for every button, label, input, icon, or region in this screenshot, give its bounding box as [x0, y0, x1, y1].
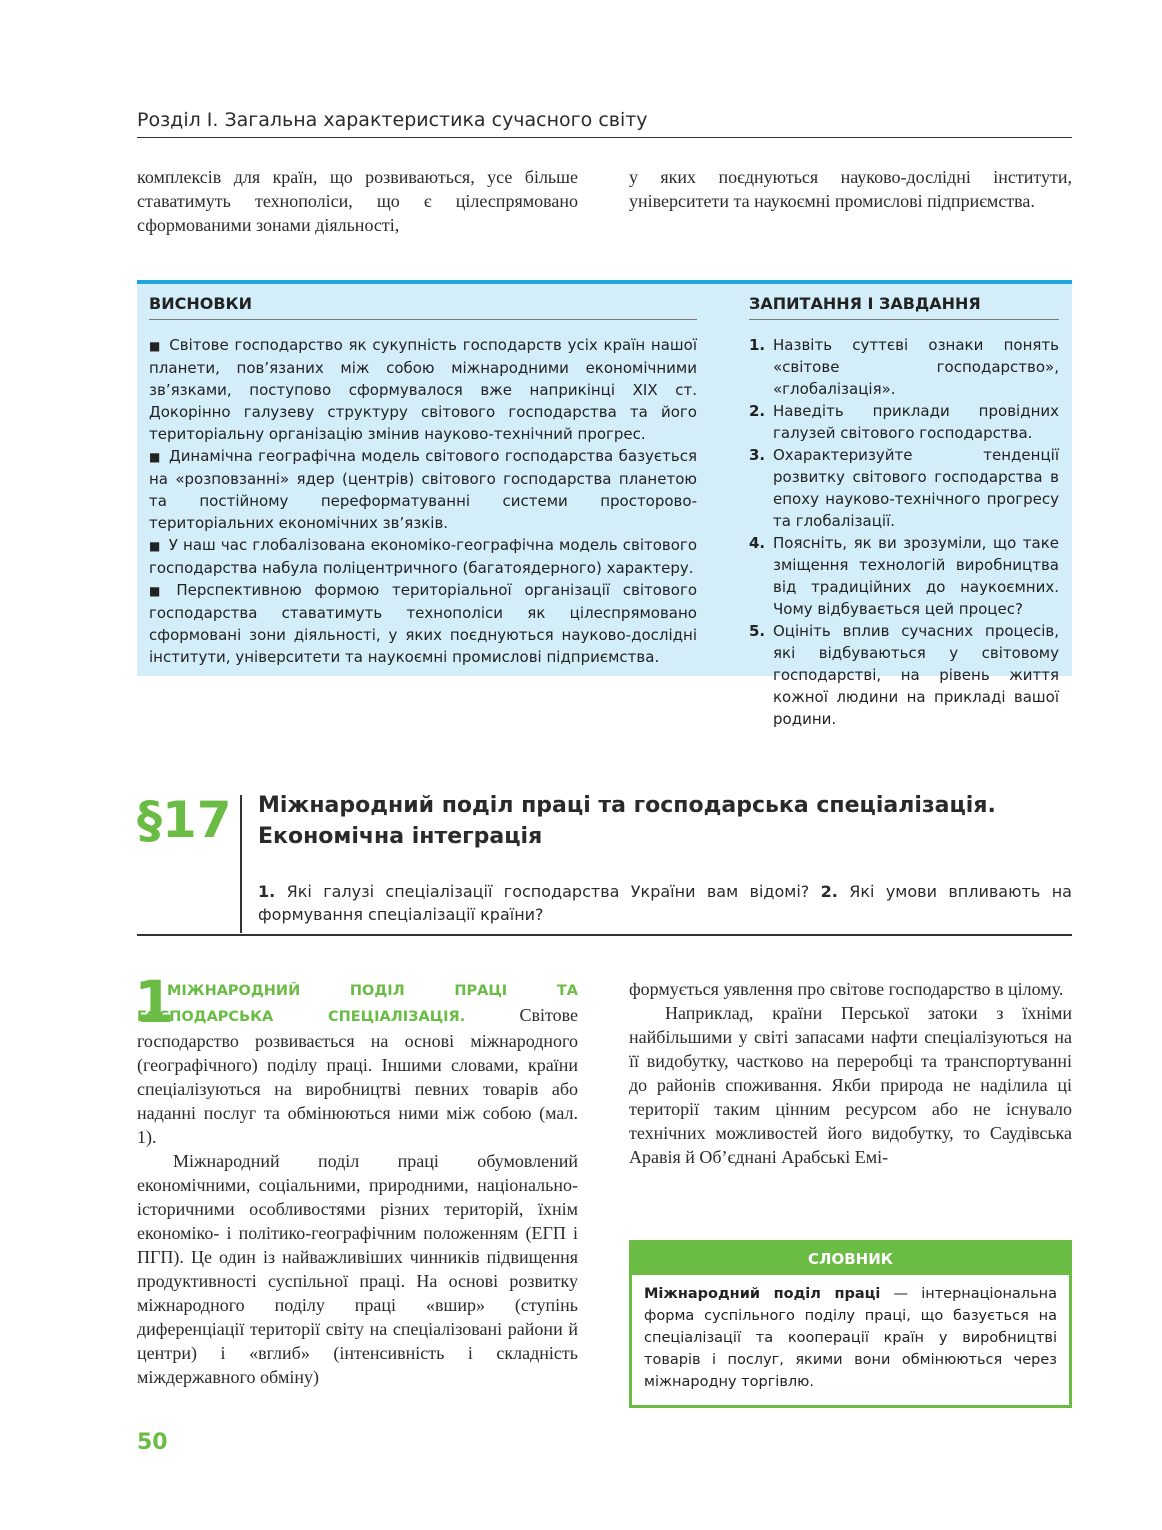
page-number: 50 [137, 1430, 168, 1455]
dictionary-title: СЛОВНИК [632, 1243, 1069, 1275]
top-text-left: комплексів для країн, що розвиваються, усе більше ставатимуть технополіси, що є цілеспрямовано сформованими зонами діяльності, [137, 167, 578, 235]
running-header: Розділ І. Загальна характеристика сучасного світу [137, 109, 1072, 138]
square-bullet-icon: ■ [149, 584, 169, 598]
conclusions-list [149, 334, 697, 668]
question-item: 3. Охарактеризуйте тенденції розвитку світового господарства в епоху науково-технічного прогресу та глобалізації. [749, 446, 1059, 530]
section-text-right: формується уявлення про світове господарство в цілому. Наприклад, країни Перської затоки з їхніми найбільшими у світі запасами нафти спеціалізуються на її видобутку, частково на переробці та транспортуванні до районів споживання. Якби природа не наділила ці території таким цінним ресурсом або не існувало технічних можливостей його видобутку, то Саудівська Аравія й Об’єднані Арабські Емі- [629, 979, 1072, 1167]
summary-box [137, 280, 1072, 728]
paragraph-bottom-rule [137, 934, 1072, 936]
square-bullet-icon: ■ [149, 450, 161, 464]
question-item: 4. Поясніть, як ви зрозуміли, що таке зміщення технологій виробництва від традиційних до наукоємних. Чому відбувається цей процес? [749, 534, 1059, 618]
dictionary-box [629, 1240, 1072, 1408]
question-item: 1. Назвіть суттєві ознаки понять «світове господарство», «глобалізація». [749, 336, 1059, 398]
top-text-right: у яких поєднуються науково-дослідні інститути, університети та наукоємні промислові підприємства. [629, 167, 1072, 211]
paragraph-number: §17 [137, 791, 232, 849]
section-heading: МІЖНАРОДНИЙ ПОДІЛ ПРАЦІ ТА ГОСПОДАРСЬКА СПЕЦІАЛІЗАЦІЯ. [137, 983, 578, 1025]
square-bullet-icon: ■ [149, 539, 161, 553]
conclusion-item: ■ У наш час глобалізована економіко-географічна модель світового господарства набула поліцентричного (багатоядерного) характеру. [149, 536, 697, 577]
conclusion-item: ■ Світове господарство як сукупність господарств усіх країн нашої планети, пов’язаних між собою міжнародними економічними зв’язками, поступово сформувалося вже наприкінці ХІХ ст. Докорінно галузеву структуру світового господарства та його територіальну організацію змінив науково-технічний прогрес. [149, 336, 697, 443]
paragraph-intro-questions: 1. Які галузі спеціалізації господарства України вам відомі? 2. Які умови впливають на формування спеціалізації країни? [258, 882, 1072, 924]
conclusion-item: ■ Перспективною формою територіальної організації світового господарства ставатимуть технополіси як цілеспрямовано сформовані зони діяльності, у яких поєднуються науково-дослідні інститути, університети та наукоємні промислові підприємства. [149, 581, 697, 666]
dictionary-entry: Міжнародний поділ праці — інтернаціональна форма суспільного поділу праці, що базується на спеціалізації та кооперації країн у виробництві товарів і послуг, якими вони обмінюються через міжнародну торгівлю. [644, 1286, 1057, 1390]
paragraph-title: Міжнародний поділ праці та господарська спеціалізація. Економічна інтеграція [258, 793, 996, 849]
section-text-left: МІЖНАРОДНИЙ ПОДІЛ ПРАЦІ ТА ГОСПОДАРСЬКА СПЕЦІАЛІЗАЦІЯ. Світове господарство розвивається на основі міжнародного (географічного) поділу праці. Іншими словами, країни спеціалізуються на виробництві певних товарів або наданні послуг та обмінюються ними між собою (мал. 1). Міжнародний поділ праці обумовлений економічними, соціальними, природними, національно-історичними особливостями різних територій, їхнім економіко- і політико-географічним положенням (ЕГП і ПГП). Це один із найважливіших чинників підвищення продуктивності суспільної праці. На основі розвитку міжнародного поділу праці «вшир» (ступінь диференціації території світу на спеціалізовані райони й центри) і «вглиб» (інтенсивність і складність міждержавного обміну) [137, 983, 579, 1387]
conclusion-item: ■ Динамічна географічна модель світового господарства базується на «розповзанні» ядер (центрів) світового господарства планетою та постійному переформатуванні системи просторово-територіальних економічних зв’язків. [149, 447, 698, 532]
paragraph-divider [240, 795, 242, 933]
square-bullet-icon: ■ [149, 339, 162, 353]
questions-title: ЗАПИТАННЯ І ЗАВДАННЯ [749, 294, 1059, 320]
questions-list [749, 334, 1059, 730]
conclusions-title: ВИСНОВКИ [149, 294, 697, 320]
question-item: 5. Оцініть вплив сучасних процесів, які відбуваються у світовому господарстві, на рівень життя кожної людини на прикладі вашої родини. [749, 622, 1059, 728]
section-number: 1 [134, 968, 175, 1036]
question-item: 2. Наведіть приклади провідних галузей світового господарства. [749, 402, 1059, 442]
